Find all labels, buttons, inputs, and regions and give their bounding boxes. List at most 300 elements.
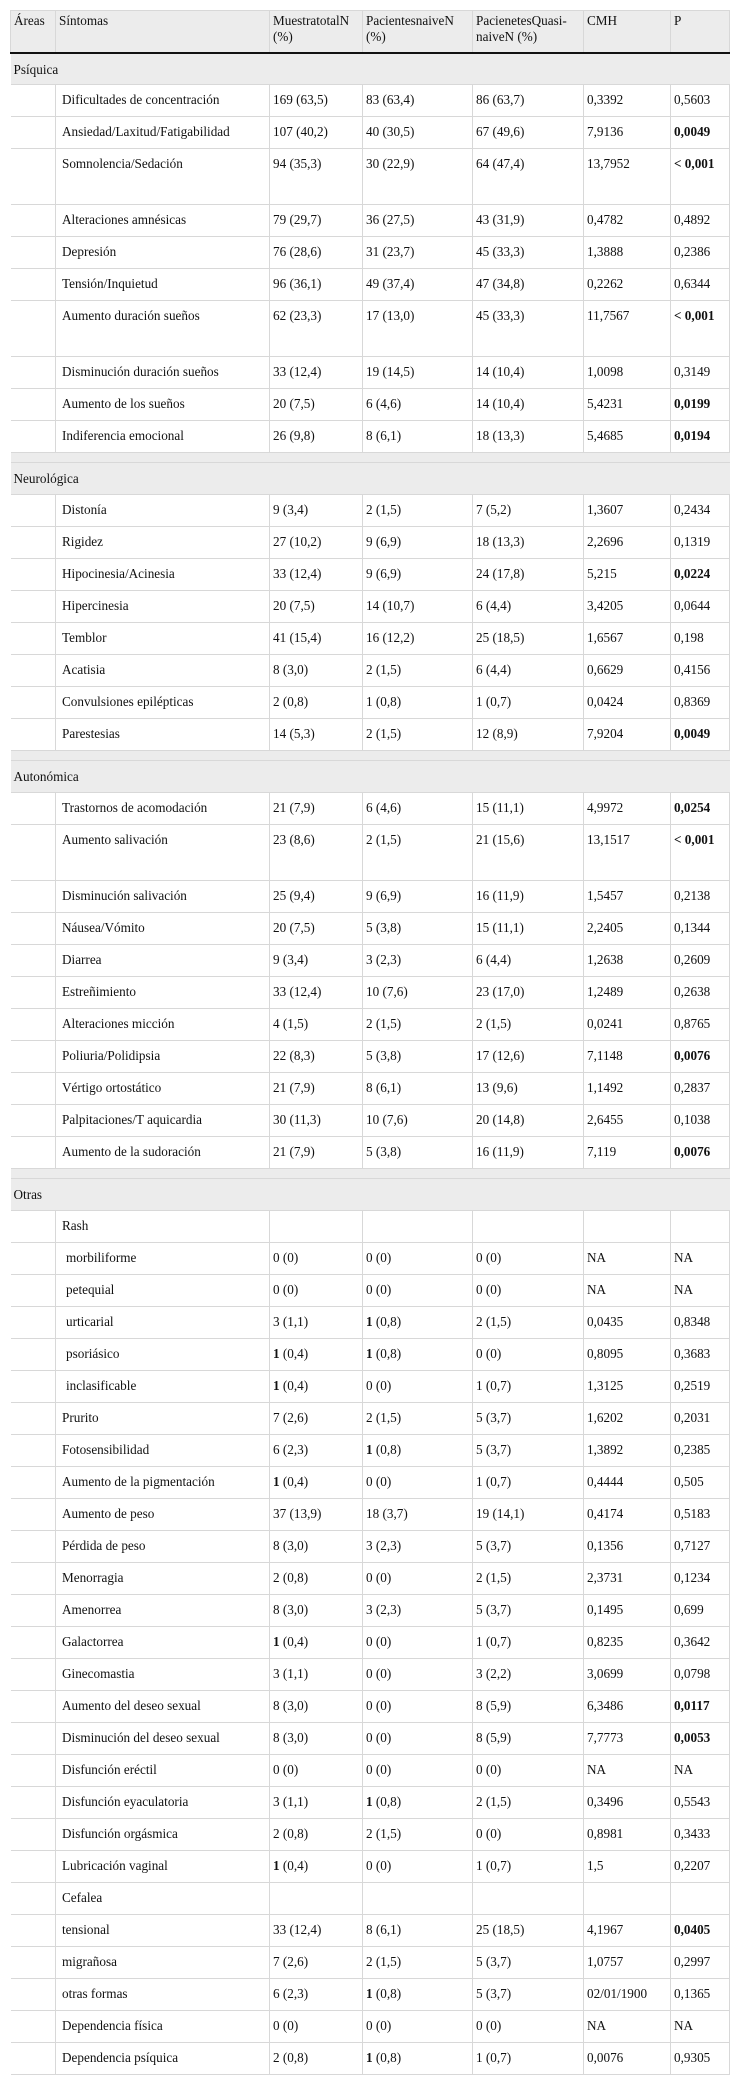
- p-value-cell: 0,0199: [671, 389, 730, 421]
- symptom-cell: Ginecomastia: [56, 1659, 270, 1691]
- table-row: [11, 1851, 730, 1883]
- p-value-cell: 0,8369: [671, 687, 730, 719]
- quasi-naive-cell: [473, 1211, 584, 1243]
- count-rest: (0,8): [372, 1986, 402, 2001]
- cmh-cell: 0,4174: [584, 1499, 671, 1531]
- area-cell: [11, 85, 56, 117]
- symptom-cell: morbiliforme: [56, 1243, 270, 1275]
- symptom-cell: Amenorrea: [56, 1595, 270, 1627]
- cmh-cell: 5,4685: [584, 421, 671, 453]
- symptom-cell: psoriásico: [56, 1339, 270, 1371]
- area-cell: [11, 1691, 56, 1723]
- total-cell: 3 (1,1): [270, 1307, 363, 1339]
- quasi-naive-cell: 0 (0): [473, 1339, 584, 1371]
- table-row: [11, 1275, 730, 1307]
- total-cell: 27 (10,2): [270, 527, 363, 559]
- quasi-naive-cell: 12 (8,9): [473, 719, 584, 751]
- total-cell: 2 (0,8): [270, 1819, 363, 1851]
- area-cell: [11, 623, 56, 655]
- quasi-naive-cell: 24 (17,8): [473, 559, 584, 591]
- p-value-cell: 0,1365: [671, 1979, 730, 2011]
- count-rest: (0,8): [372, 1442, 402, 1457]
- table-row: [11, 977, 730, 1009]
- total-cell: 23 (8,6): [270, 825, 363, 881]
- area-cell: [11, 237, 56, 269]
- count-bold: 1: [366, 1986, 373, 2001]
- p-value-cell: 0,3683: [671, 1339, 730, 1371]
- naive-cell: 9 (6,9): [363, 559, 473, 591]
- p-value-cell: < 0,001: [671, 149, 730, 205]
- symptom-cell: Lubricación vaginal: [56, 1851, 270, 1883]
- symptom-cell: Disfunción eréctil: [56, 1755, 270, 1787]
- count-bold: 1: [366, 1314, 373, 1329]
- area-cell: [11, 687, 56, 719]
- quasi-naive-cell: 16 (11,9): [473, 881, 584, 913]
- total-cell: 94 (35,3): [270, 149, 363, 205]
- symptom-cell: Disminución salivación: [56, 881, 270, 913]
- symptom-cell: Estreñimiento: [56, 977, 270, 1009]
- count-bold: 1: [273, 1634, 280, 1649]
- area-cell: [11, 1307, 56, 1339]
- table-row: [11, 117, 730, 149]
- p-value-cell: 0,5603: [671, 85, 730, 117]
- area-cell: [11, 1211, 56, 1243]
- p-value-cell: 0,0224: [671, 559, 730, 591]
- cmh-cell: 0,2262: [584, 269, 671, 301]
- quasi-naive-cell: 16 (11,9): [473, 1137, 584, 1169]
- area-cell: [11, 1787, 56, 1819]
- quasi-naive-cell: 14 (10,4): [473, 357, 584, 389]
- p-value-cell: 0,2138: [671, 881, 730, 913]
- cmh-cell: 7,119: [584, 1137, 671, 1169]
- p-value-cell: NA: [671, 2011, 730, 2043]
- count-rest: (0,8): [372, 1346, 402, 1361]
- table-row: [11, 655, 730, 687]
- table-row: [11, 357, 730, 389]
- table-row: [11, 389, 730, 421]
- symptom-cell: Parestesias: [56, 719, 270, 751]
- area-cell: [11, 495, 56, 527]
- quasi-naive-cell: 7 (5,2): [473, 495, 584, 527]
- naive-cell: 0 (0): [363, 2011, 473, 2043]
- area-cell: [11, 1531, 56, 1563]
- naive-cell: [363, 1883, 473, 1915]
- header-cmh: CMH: [584, 11, 671, 53]
- table-row: [11, 719, 730, 751]
- table-row: [11, 1243, 730, 1275]
- area-cell: [11, 1009, 56, 1041]
- table-row: [11, 1041, 730, 1073]
- table-row: [11, 913, 730, 945]
- header-pacientes-quasi-naive: PacienetesQuasi-naiveN (%): [473, 11, 584, 53]
- total-cell: 8 (3,0): [270, 1531, 363, 1563]
- quasi-naive-cell: 6 (4,4): [473, 945, 584, 977]
- table-row: [11, 1467, 730, 1499]
- total-cell: 79 (29,7): [270, 205, 363, 237]
- area-cell: [11, 1819, 56, 1851]
- total-cell: 0 (0): [270, 2011, 363, 2043]
- quasi-naive-cell: 18 (13,3): [473, 421, 584, 453]
- area-cell: [11, 1627, 56, 1659]
- p-value-cell: 0,4892: [671, 205, 730, 237]
- symptom-cell: Hipocinesia/Acinesia: [56, 559, 270, 591]
- cmh-cell: 1,2638: [584, 945, 671, 977]
- naive-cell: 3 (2,3): [363, 1531, 473, 1563]
- p-value-cell: 0,2386: [671, 237, 730, 269]
- area-cell: [11, 1105, 56, 1137]
- count-bold: 1: [273, 1346, 280, 1361]
- table-row: [11, 559, 730, 591]
- p-value-cell: 0,0049: [671, 117, 730, 149]
- area-cell: [11, 2043, 56, 2075]
- naive-cell: 3 (2,3): [363, 1595, 473, 1627]
- table-row: [11, 1307, 730, 1339]
- area-label: Neurológica: [11, 463, 730, 495]
- quasi-naive-cell: 45 (33,3): [473, 301, 584, 357]
- symptom-cell: Acatisia: [56, 655, 270, 687]
- symptom-cell: Galactorrea: [56, 1627, 270, 1659]
- symptom-cell: Dificultades de concentración: [56, 85, 270, 117]
- area-cell: [11, 205, 56, 237]
- cmh-cell: 0,0241: [584, 1009, 671, 1041]
- p-value-cell: 0,2385: [671, 1435, 730, 1467]
- table-row: [11, 1499, 730, 1531]
- quasi-naive-cell: 18 (13,3): [473, 527, 584, 559]
- total-cell: 2 (0,8): [270, 687, 363, 719]
- p-value-cell: 0,3433: [671, 1819, 730, 1851]
- total-cell: 37 (13,9): [270, 1499, 363, 1531]
- quasi-naive-cell: 23 (17,0): [473, 977, 584, 1009]
- cmh-cell: 11,7567: [584, 301, 671, 357]
- count-rest: (0,4): [279, 1346, 309, 1361]
- area-cell: [11, 1499, 56, 1531]
- p-value-cell: 0,0117: [671, 1691, 730, 1723]
- table-row: [11, 1009, 730, 1041]
- total-cell: 41 (15,4): [270, 623, 363, 655]
- cmh-cell: 4,1967: [584, 1915, 671, 1947]
- naive-cell: 0 (0): [363, 1467, 473, 1499]
- p-value-cell: 0,8348: [671, 1307, 730, 1339]
- symptom-cell: Temblor: [56, 623, 270, 655]
- naive-cell: 5 (3,8): [363, 1041, 473, 1073]
- naive-cell: 8 (6,1): [363, 1915, 473, 1947]
- table-row: [11, 205, 730, 237]
- quasi-naive-cell: 43 (31,9): [473, 205, 584, 237]
- table-row: [11, 527, 730, 559]
- quasi-naive-cell: 2 (1,5): [473, 1787, 584, 1819]
- area-cell: [11, 591, 56, 623]
- naive-cell: 0 (0): [363, 1851, 473, 1883]
- symptom-cell: Aumento de los sueños: [56, 389, 270, 421]
- cmh-cell: 1,0098: [584, 357, 671, 389]
- naive-cell: 0 (0): [363, 1691, 473, 1723]
- area-cell: [11, 1435, 56, 1467]
- p-value-cell: 0,2997: [671, 1947, 730, 1979]
- naive-cell: 0 (0): [363, 1243, 473, 1275]
- p-value-cell: 0,3149: [671, 357, 730, 389]
- p-value-cell: < 0,001: [671, 301, 730, 357]
- p-value-cell: [671, 1211, 730, 1243]
- spacer-cell: [11, 453, 730, 463]
- naive-cell: 3 (2,3): [363, 945, 473, 977]
- area-cell: [11, 1883, 56, 1915]
- section-spacer: [11, 751, 730, 761]
- cmh-cell: 2,2696: [584, 527, 671, 559]
- area-cell: [11, 1563, 56, 1595]
- count-rest: (0,8): [372, 2050, 402, 2065]
- table-row: [11, 1531, 730, 1563]
- table-row: [11, 1947, 730, 1979]
- area-cell: [11, 1339, 56, 1371]
- cmh-cell: 1,6202: [584, 1403, 671, 1435]
- p-value-cell: 0,6344: [671, 269, 730, 301]
- area-cell: [11, 301, 56, 357]
- cmh-cell: 1,3892: [584, 1435, 671, 1467]
- table-row: [11, 1755, 730, 1787]
- area-cell: [11, 1659, 56, 1691]
- naive-cell: 1 (0,8): [363, 687, 473, 719]
- p-value-cell: 0,0049: [671, 719, 730, 751]
- p-value-cell: 0,1344: [671, 913, 730, 945]
- symptom-cell: migrañosa: [56, 1947, 270, 1979]
- symptom-cell: Pérdida de peso: [56, 1531, 270, 1563]
- total-cell: [270, 1371, 363, 1403]
- area-cell: [11, 1403, 56, 1435]
- naive-cell: [363, 1307, 473, 1339]
- symptom-cell: inclasificable: [56, 1371, 270, 1403]
- cmh-cell: 1,1492: [584, 1073, 671, 1105]
- table-row: [11, 1627, 730, 1659]
- area-label: Otras: [11, 1179, 730, 1211]
- cmh-cell: 2,3731: [584, 1563, 671, 1595]
- symptom-cell: Aumento salivación: [56, 825, 270, 881]
- table-row: [11, 1787, 730, 1819]
- total-cell: 9 (3,4): [270, 495, 363, 527]
- area-row: [11, 53, 730, 85]
- table-row: [11, 1137, 730, 1169]
- quasi-naive-cell: 86 (63,7): [473, 85, 584, 117]
- area-cell: [11, 269, 56, 301]
- quasi-naive-cell: 0 (0): [473, 1819, 584, 1851]
- symptom-cell: Trastornos de acomodación: [56, 793, 270, 825]
- total-cell: 8 (3,0): [270, 655, 363, 687]
- p-value-cell: NA: [671, 1755, 730, 1787]
- area-cell: [11, 881, 56, 913]
- quasi-naive-cell: 2 (1,5): [473, 1307, 584, 1339]
- symptom-cell: Convulsiones epilépticas: [56, 687, 270, 719]
- p-value-cell: 0,0254: [671, 793, 730, 825]
- area-cell: [11, 719, 56, 751]
- total-cell: 8 (3,0): [270, 1723, 363, 1755]
- cmh-cell: 0,4444: [584, 1467, 671, 1499]
- p-value-cell: 0,2031: [671, 1403, 730, 1435]
- quasi-naive-cell: 8 (5,9): [473, 1723, 584, 1755]
- cmh-cell: 0,3496: [584, 1787, 671, 1819]
- total-cell: 4 (1,5): [270, 1009, 363, 1041]
- total-cell: 0 (0): [270, 1243, 363, 1275]
- total-cell: 9 (3,4): [270, 945, 363, 977]
- table-row: [11, 1979, 730, 2011]
- table-row: [11, 1915, 730, 1947]
- table-row: [11, 2043, 730, 2075]
- quasi-naive-cell: 5 (3,7): [473, 1531, 584, 1563]
- count-bold: 1: [366, 2050, 373, 2065]
- naive-cell: 2 (1,5): [363, 495, 473, 527]
- quasi-naive-cell: 2 (1,5): [473, 1563, 584, 1595]
- table-row: [11, 237, 730, 269]
- naive-cell: 6 (4,6): [363, 389, 473, 421]
- total-cell: 107 (40,2): [270, 117, 363, 149]
- quasi-naive-cell: 21 (15,6): [473, 825, 584, 881]
- symptom-cell: Depresión: [56, 237, 270, 269]
- table-row: [11, 2011, 730, 2043]
- area-cell: [11, 357, 56, 389]
- area-cell: [11, 1073, 56, 1105]
- cmh-cell: NA: [584, 2011, 671, 2043]
- total-cell: [270, 1467, 363, 1499]
- p-value-cell: 0,0053: [671, 1723, 730, 1755]
- naive-cell: [363, 1211, 473, 1243]
- table-row: [11, 945, 730, 977]
- naive-cell: 0 (0): [363, 1275, 473, 1307]
- p-value-cell: 0,0798: [671, 1659, 730, 1691]
- symptom-cell: Disfunción eyaculatoria: [56, 1787, 270, 1819]
- spacer-cell: [11, 751, 730, 761]
- area-label: Psíquica: [11, 53, 730, 85]
- cmh-cell: 1,3125: [584, 1371, 671, 1403]
- total-cell: 21 (7,9): [270, 1137, 363, 1169]
- symptom-cell: Menorragia: [56, 1563, 270, 1595]
- area-cell: [11, 1915, 56, 1947]
- area-cell: [11, 913, 56, 945]
- symptom-cell: Dependencia física: [56, 2011, 270, 2043]
- area-cell: [11, 1851, 56, 1883]
- naive-cell: [363, 1787, 473, 1819]
- count-bold: 1: [273, 1474, 280, 1489]
- count-bold: 1: [366, 1442, 373, 1457]
- symptom-cell: petequial: [56, 1275, 270, 1307]
- quasi-naive-cell: 3 (2,2): [473, 1659, 584, 1691]
- section-spacer: [11, 1169, 730, 1179]
- quasi-naive-cell: 17 (12,6): [473, 1041, 584, 1073]
- quasi-naive-cell: 0 (0): [473, 2011, 584, 2043]
- symptom-cell: Rigidez: [56, 527, 270, 559]
- quasi-naive-cell: 6 (4,4): [473, 591, 584, 623]
- cmh-cell: 1,0757: [584, 1947, 671, 1979]
- area-row: [11, 463, 730, 495]
- cmh-cell: 5,215: [584, 559, 671, 591]
- p-value-cell: 0,1038: [671, 1105, 730, 1137]
- p-value-cell: 0,2609: [671, 945, 730, 977]
- spacer-cell: [11, 1169, 730, 1179]
- p-value-cell: 0,2638: [671, 977, 730, 1009]
- total-cell: 96 (36,1): [270, 269, 363, 301]
- total-cell: [270, 1627, 363, 1659]
- naive-cell: 2 (1,5): [363, 1009, 473, 1041]
- cmh-cell: 1,2489: [584, 977, 671, 1009]
- symptom-cell: Dependencia psíquica: [56, 2043, 270, 2075]
- total-cell: 33 (12,4): [270, 977, 363, 1009]
- cmh-cell: 1,5: [584, 1851, 671, 1883]
- naive-cell: [363, 1339, 473, 1371]
- naive-cell: 0 (0): [363, 1723, 473, 1755]
- area-cell: [11, 1467, 56, 1499]
- count-rest: (0,4): [279, 1634, 309, 1649]
- symptom-cell: Disminución duración sueños: [56, 357, 270, 389]
- total-cell: 2 (0,8): [270, 2043, 363, 2075]
- p-value-cell: 0,2837: [671, 1073, 730, 1105]
- quasi-naive-cell: 45 (33,3): [473, 237, 584, 269]
- symptom-cell: Aumento de la pigmentación: [56, 1467, 270, 1499]
- p-value-cell: NA: [671, 1243, 730, 1275]
- count-rest: (0,8): [372, 1314, 402, 1329]
- cmh-cell: 3,0699: [584, 1659, 671, 1691]
- table-row: [11, 1435, 730, 1467]
- total-cell: 6 (2,3): [270, 1979, 363, 2011]
- symptom-cell: Aumento de la sudoración: [56, 1137, 270, 1169]
- naive-cell: 2 (1,5): [363, 1403, 473, 1435]
- area-cell: [11, 117, 56, 149]
- area-cell: [11, 793, 56, 825]
- table-row: [11, 149, 730, 205]
- quasi-naive-cell: 2 (1,5): [473, 1009, 584, 1041]
- cmh-cell: [584, 1883, 671, 1915]
- cmh-cell: 0,0435: [584, 1307, 671, 1339]
- cmh-cell: 1,5457: [584, 881, 671, 913]
- area-cell: [11, 527, 56, 559]
- total-cell: 2 (0,8): [270, 1563, 363, 1595]
- cmh-cell: 0,0076: [584, 2043, 671, 2075]
- area-cell: [11, 1371, 56, 1403]
- area-cell: [11, 149, 56, 205]
- symptom-cell: Indiferencia emocional: [56, 421, 270, 453]
- cmh-cell: 0,1356: [584, 1531, 671, 1563]
- symptom-cell: Poliuria/Polidipsia: [56, 1041, 270, 1073]
- p-value-cell: 0,5183: [671, 1499, 730, 1531]
- table-row: [11, 1691, 730, 1723]
- table-row: [11, 269, 730, 301]
- symptom-cell: Distonía: [56, 495, 270, 527]
- cmh-cell: 0,4782: [584, 205, 671, 237]
- total-cell: 20 (7,5): [270, 913, 363, 945]
- symptom-cell: urticarial: [56, 1307, 270, 1339]
- quasi-naive-cell: 6 (4,4): [473, 655, 584, 687]
- naive-cell: 5 (3,8): [363, 1137, 473, 1169]
- area-cell: [11, 1947, 56, 1979]
- total-cell: 76 (28,6): [270, 237, 363, 269]
- count-rest: (0,8): [372, 1794, 402, 1809]
- header-sintomas: Síntomas: [56, 11, 270, 53]
- cmh-cell: 7,9136: [584, 117, 671, 149]
- symptom-cell: Diarrea: [56, 945, 270, 977]
- total-cell: 26 (9,8): [270, 421, 363, 453]
- quasi-naive-cell: 20 (14,8): [473, 1105, 584, 1137]
- naive-cell: 0 (0): [363, 1755, 473, 1787]
- symptom-cell: Somnolencia/Sedación: [56, 149, 270, 205]
- quasi-naive-cell: 1 (0,7): [473, 1627, 584, 1659]
- area-cell: [11, 389, 56, 421]
- symptom-cell: otras formas: [56, 1979, 270, 2011]
- symptom-cell: Aumento de peso: [56, 1499, 270, 1531]
- table-row: [11, 591, 730, 623]
- total-cell: 33 (12,4): [270, 559, 363, 591]
- cmh-cell: 7,7773: [584, 1723, 671, 1755]
- p-value-cell: 0,0405: [671, 1915, 730, 1947]
- total-cell: 0 (0): [270, 1275, 363, 1307]
- table-row: [11, 793, 730, 825]
- area-cell: [11, 1275, 56, 1307]
- quasi-naive-cell: 8 (5,9): [473, 1691, 584, 1723]
